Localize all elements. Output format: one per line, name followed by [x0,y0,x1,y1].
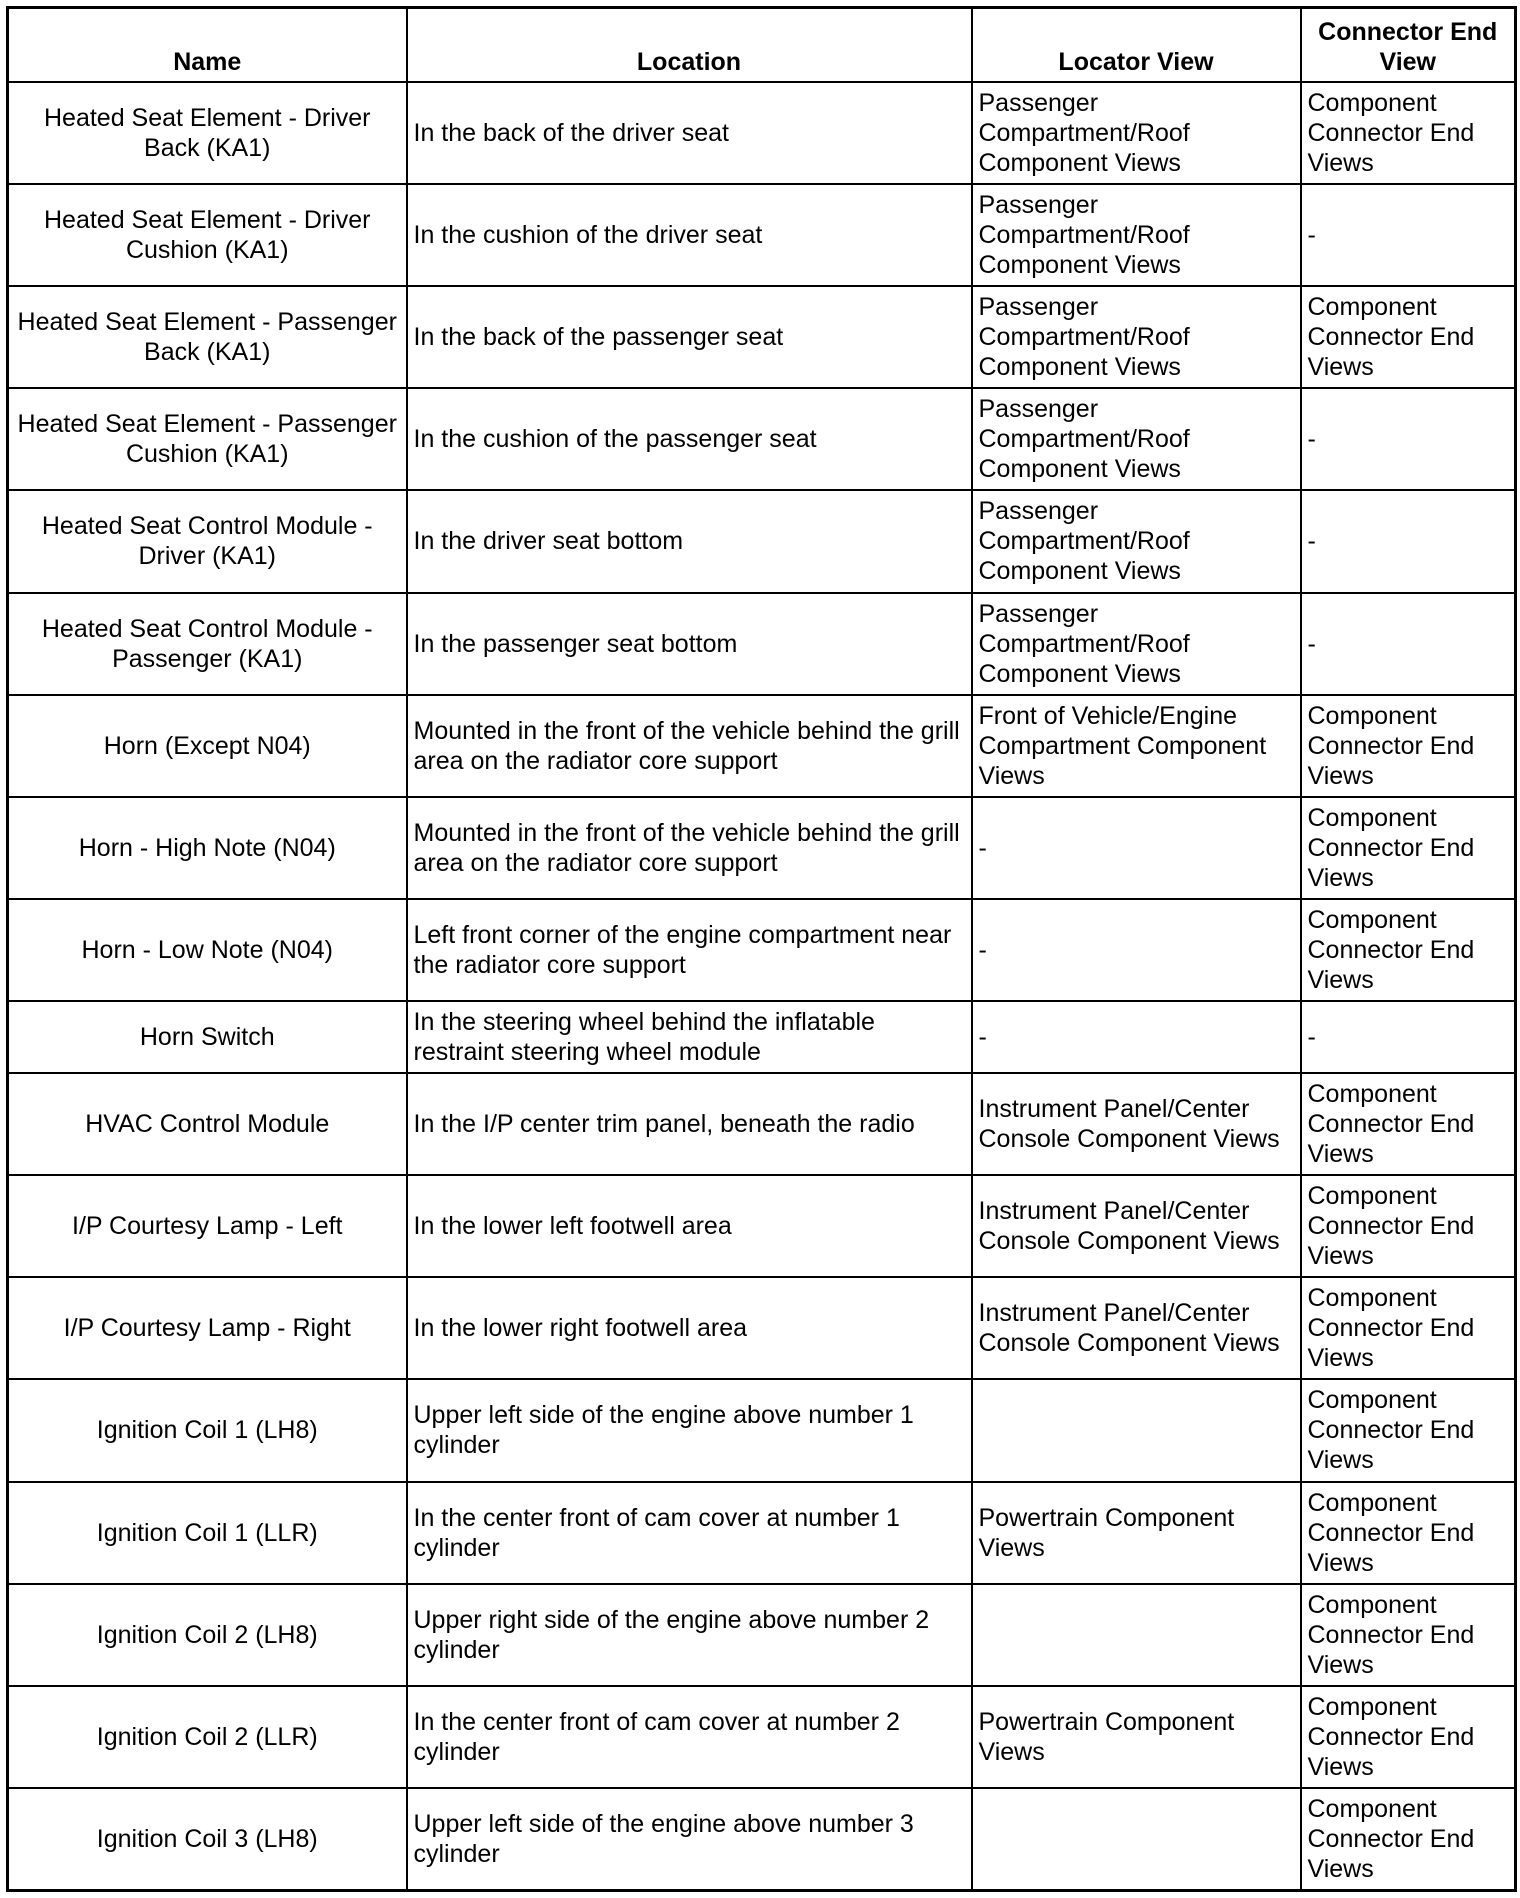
cell-connector-end-view: - [1301,184,1516,286]
cell-location: In the steering wheel behind the inflatable restraint steering wheel module [407,1001,972,1073]
cell-locator-view [972,1379,1301,1481]
table-row [8,82,1516,184]
cell-name: Ignition Coil 2 (LH8) [8,1584,407,1686]
cell-locator-view: Passenger Compartment/Roof Component Views [972,593,1301,695]
cell-connector-end-view: Component Connector End Views [1301,1073,1516,1175]
cell-location: In the I/P center trim panel, beneath the radio [407,1073,972,1175]
cell-locator-view [972,1788,1301,1891]
table-row [8,388,1516,490]
cell-connector-end-view: Component Connector End Views [1301,1788,1516,1891]
cell-locator-view: Instrument Panel/Center Console Component Views [972,1175,1301,1277]
table-row [8,1686,1516,1788]
table-row [8,1073,1516,1175]
table-row [8,1277,1516,1379]
cell-locator-view: Passenger Compartment/Roof Component Views [972,82,1301,184]
header-row [8,8,1516,83]
cell-connector-end-view: Component Connector End Views [1301,1277,1516,1379]
header-name: Name [8,8,407,83]
table-row [8,593,1516,695]
cell-locator-view [972,1584,1301,1686]
cell-connector-end-view: Component Connector End Views [1301,1379,1516,1481]
table-row [8,184,1516,286]
table-row [8,1379,1516,1481]
cell-locator-view: - [972,899,1301,1001]
cell-location: In the lower right footwell area [407,1277,972,1379]
component-locator-table [6,6,1517,1892]
cell-locator-view: - [972,1001,1301,1073]
cell-connector-end-view: Component Connector End Views [1301,797,1516,899]
cell-connector-end-view: Component Connector End Views [1301,286,1516,388]
cell-name: HVAC Control Module [8,1073,407,1175]
cell-name: Heated Seat Control Module - Driver (KA1) [8,490,407,592]
cell-location: In the center front of cam cover at number 1 cylinder [407,1482,972,1584]
cell-connector-end-view: Component Connector End Views [1301,1175,1516,1277]
cell-connector-end-view: Component Connector End Views [1301,695,1516,797]
cell-locator-view: - [972,797,1301,899]
cell-location: Upper left side of the engine above number 1 cylinder [407,1379,972,1481]
cell-connector-end-view: Component Connector End Views [1301,1482,1516,1584]
table-row [8,1175,1516,1277]
cell-locator-view: Front of Vehicle/Engine Compartment Component Views [972,695,1301,797]
cell-location: In the back of the passenger seat [407,286,972,388]
cell-locator-view: Instrument Panel/Center Console Component Views [972,1277,1301,1379]
cell-name: Ignition Coil 3 (LH8) [8,1788,407,1891]
cell-locator-view: Powertrain Component Views [972,1482,1301,1584]
table-body [8,82,1516,1891]
cell-name: Heated Seat Element - Driver Back (KA1) [8,82,407,184]
table-row [8,797,1516,899]
header-location: Location [407,8,972,83]
table-row [8,1001,1516,1073]
cell-connector-end-view: - [1301,1001,1516,1073]
cell-name: Horn (Except N04) [8,695,407,797]
cell-location: In the cushion of the driver seat [407,184,972,286]
cell-location: In the back of the driver seat [407,82,972,184]
cell-connector-end-view: - [1301,490,1516,592]
table-row [8,695,1516,797]
table-row [8,286,1516,388]
table-row [8,490,1516,592]
cell-connector-end-view: Component Connector End Views [1301,1584,1516,1686]
cell-locator-view: Powertrain Component Views [972,1686,1301,1788]
cell-location: In the driver seat bottom [407,490,972,592]
cell-name: Heated Seat Element - Passenger Back (KA1) [8,286,407,388]
cell-name: Horn - Low Note (N04) [8,899,407,1001]
cell-location: In the passenger seat bottom [407,593,972,695]
cell-name: Horn Switch [8,1001,407,1073]
cell-location: Mounted in the front of the vehicle behind the grill area on the radiator core support [407,797,972,899]
cell-location: Upper right side of the engine above number 2 cylinder [407,1584,972,1686]
cell-name: Ignition Coil 2 (LLR) [8,1686,407,1788]
cell-location: In the center front of cam cover at number 2 cylinder [407,1686,972,1788]
table-row [8,1788,1516,1891]
cell-locator-view: Passenger Compartment/Roof Component Views [972,184,1301,286]
cell-connector-end-view: Component Connector End Views [1301,899,1516,1001]
cell-locator-view: Instrument Panel/Center Console Component Views [972,1073,1301,1175]
cell-locator-view: Passenger Compartment/Roof Component Views [972,286,1301,388]
cell-name: Ignition Coil 1 (LH8) [8,1379,407,1481]
cell-location: In the lower left footwell area [407,1175,972,1277]
cell-name: Ignition Coil 1 (LLR) [8,1482,407,1584]
table-row [8,1482,1516,1584]
table-row [8,1584,1516,1686]
cell-connector-end-view: Component Connector End Views [1301,1686,1516,1788]
cell-locator-view: Passenger Compartment/Roof Component Views [972,490,1301,592]
cell-location: Left front corner of the engine compartment near the radiator core support [407,899,972,1001]
cell-locator-view: Passenger Compartment/Roof Component Views [972,388,1301,490]
header-locator-view: Locator View [972,8,1301,83]
cell-name: Heated Seat Element - Driver Cushion (KA1) [8,184,407,286]
cell-connector-end-view: Component Connector End Views [1301,82,1516,184]
header-connector-end-view: Connector End View [1301,8,1516,83]
cell-location: Upper left side of the engine above number 3 cylinder [407,1788,972,1891]
cell-name: Heated Seat Control Module - Passenger (KA1) [8,593,407,695]
cell-name: Heated Seat Element - Passenger Cushion (KA1) [8,388,407,490]
cell-location: In the cushion of the passenger seat [407,388,972,490]
cell-name: I/P Courtesy Lamp - Right [8,1277,407,1379]
cell-name: I/P Courtesy Lamp - Left [8,1175,407,1277]
cell-connector-end-view: - [1301,593,1516,695]
cell-name: Horn - High Note (N04) [8,797,407,899]
table-row [8,899,1516,1001]
cell-location: Mounted in the front of the vehicle behind the grill area on the radiator core support [407,695,972,797]
cell-connector-end-view: - [1301,388,1516,490]
